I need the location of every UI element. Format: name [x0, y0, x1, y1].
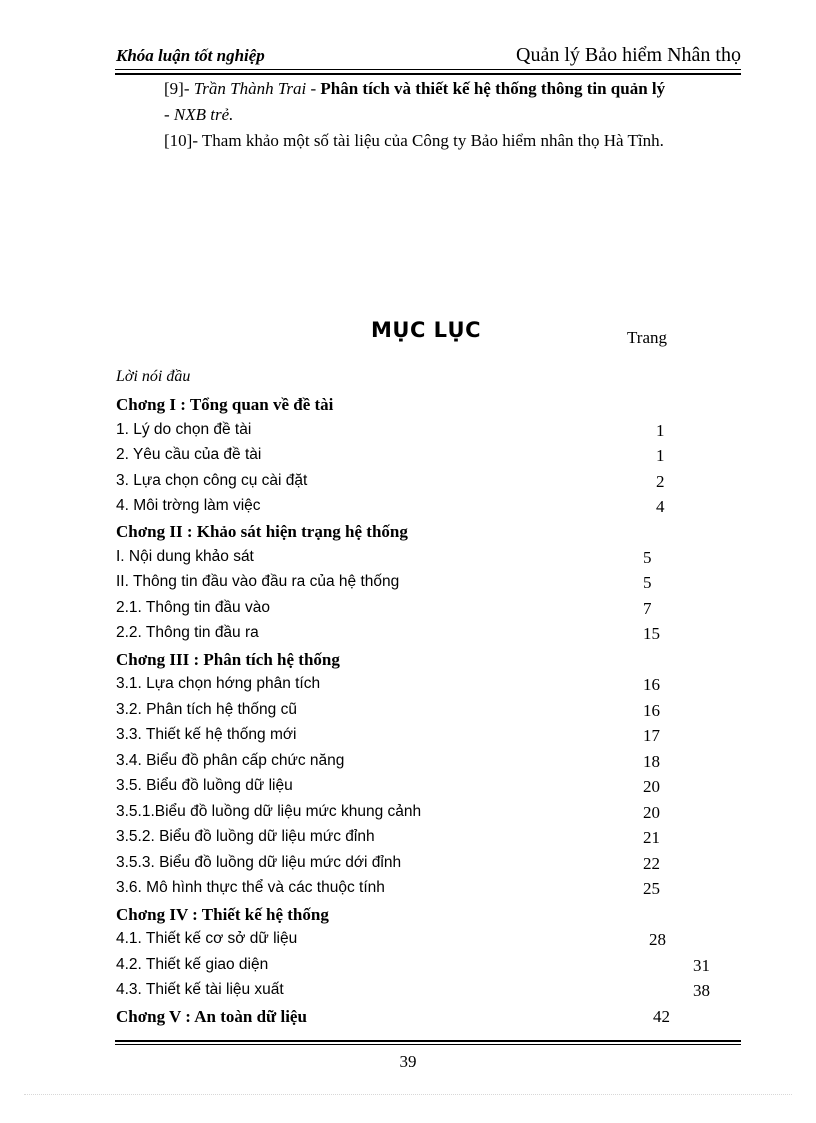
toc-chapter-row: [116, 905, 716, 927]
toc-entry-page: 31: [693, 956, 710, 975]
toc-entry-page: 5: [643, 573, 652, 592]
toc-entry-label: 3. Lựa chọn công cụ cài đặt: [116, 472, 308, 489]
reference-9-continued: [164, 105, 233, 125]
toc-entry-row: [116, 752, 716, 774]
toc-page-column-header: Trang: [627, 328, 667, 347]
toc-entry-page: 20: [643, 777, 660, 796]
toc-entry-label: 2. Yêu cầu của đề tài: [116, 446, 262, 463]
toc-entry-page: 2: [656, 472, 665, 491]
toc-entry-page: 17: [643, 726, 660, 745]
toc-entry-label: 4.3. Thiết kế tài liệu xuất: [116, 981, 284, 998]
page-bottom-dotted-border: [24, 1094, 792, 1095]
toc-entry-label: 1. Lý do chọn đề tài: [116, 421, 252, 438]
toc-entry-row: [116, 828, 716, 850]
toc-entry-row: [116, 472, 716, 494]
toc-entry-row: [116, 573, 716, 595]
toc-entry-row: [116, 726, 716, 748]
toc-entry-label: I. Nội dung khảo sát: [116, 548, 254, 565]
toc-entry-row: [116, 701, 716, 723]
toc-entry-label: 3.5.1.Biểu đồ luồng dữ liệu mức khung cảnh: [116, 803, 422, 820]
toc-entry-row: [116, 777, 716, 799]
toc-entry-row: [116, 981, 716, 1003]
reference-9-number: [9]-: [164, 79, 190, 98]
reference-9-publisher: NXB trẻ.: [173, 105, 234, 124]
toc-entry-label: Chơng II : Khảo sát hiện trạng hệ thống: [116, 522, 408, 541]
toc-entry-row: [116, 368, 716, 390]
toc-entry-row: [116, 879, 716, 901]
toc-entry-page: 1: [656, 446, 665, 465]
toc-entry-page: 25: [643, 879, 660, 898]
toc-entry-label: 3.3. Thiết kế hệ thống mới: [116, 726, 297, 743]
toc-entry-row: [116, 421, 716, 443]
toc-entry-row: [116, 930, 716, 952]
footer-rule-top: [115, 1040, 741, 1042]
toc-entry-row: [116, 548, 716, 570]
toc-entry-page: 22: [643, 854, 660, 873]
toc-entry-label: Chơng I : Tổng quan về đề tài: [116, 395, 334, 414]
toc-entry-label: 3.5.2. Biểu đồ luồng dữ liệu mức đỉnh: [116, 828, 375, 845]
header-rule-top: [115, 69, 741, 70]
reference-9-title: Phân tích và thiết kế hệ thống thông tin quản lý: [320, 79, 666, 98]
toc-chapter-row: [116, 522, 716, 544]
toc-entry-row: [116, 497, 716, 519]
toc-chapter-row: [116, 395, 716, 417]
reference-9-dash: -: [164, 105, 170, 124]
reference-9: [164, 79, 665, 99]
toc-chapter-row: [116, 650, 716, 672]
toc-entry-page: 21: [643, 828, 660, 847]
toc-entry-row: [116, 956, 716, 978]
toc-entry-label: 4.1. Thiết kế cơ sở dữ liệu: [116, 930, 298, 947]
toc-entry-page: 38: [693, 981, 710, 1000]
reference-9-author: Trần Thành Trai: [193, 79, 307, 98]
toc-entry-label: 3.2. Phân tích hệ thống cũ: [116, 701, 297, 718]
toc-entry-label: 2.1. Thông tin đầu vào: [116, 599, 270, 616]
toc-entry-row: [116, 675, 716, 697]
page-number: 39: [399, 1052, 417, 1071]
toc-entry-label: 2.2. Thông tin đầu ra: [116, 624, 259, 641]
toc-entry-page: 7: [643, 599, 652, 618]
toc-entry-page: 4: [656, 497, 665, 516]
toc-entry-row: [116, 624, 716, 646]
toc-entry-page: 5: [643, 548, 652, 567]
header-rule-bottom: [115, 73, 741, 75]
toc-chapter-row: [116, 1007, 716, 1029]
toc-entry-page: 20: [643, 803, 660, 822]
toc-entry-label: 3.6. Mô hình thực thể và các thuộc tính: [116, 879, 385, 896]
toc-entry-label: 4. Môi trờng làm việc: [116, 497, 261, 514]
toc-entry-page: 42: [653, 1007, 670, 1026]
toc-entry-page: 28: [649, 930, 666, 949]
toc-entry-label: Chơng III : Phân tích hệ thống: [116, 650, 340, 669]
toc-entry-label: Chơng V : An toàn dữ liệu: [116, 1007, 307, 1026]
reference-10: [10]- Tham khảo một số tài liệu của Công ty Bảo hiểm nhân thọ Hà Tĩnh.: [164, 131, 664, 150]
toc-entry-label: Chơng IV : Thiết kế hệ thống: [116, 905, 329, 924]
toc-entry-label: 3.5.3. Biểu đồ luồng dữ liệu mức dới đỉnh: [116, 854, 402, 871]
toc-entry-label: 3.1. Lựa chọn hớng phân tích: [116, 675, 321, 692]
toc-entry-label: Lời nói đầu: [116, 368, 191, 385]
toc-entry-label: II. Thông tin đầu vào đầu ra của hệ thống: [116, 573, 400, 590]
running-header-right: Quản lý Bảo hiểm Nhân thọ: [516, 44, 741, 66]
toc-title: MỤC LỤC: [371, 318, 482, 342]
toc-entry-row: [116, 854, 716, 876]
toc-entry-row: [116, 446, 716, 468]
toc-entry-label: 3.4. Biểu đồ phân cấp chức năng: [116, 752, 345, 769]
running-header-left: Khóa luận tốt nghiệp: [116, 46, 265, 65]
toc-entry-label: 4.2. Thiết kế giao diện: [116, 956, 269, 973]
toc-entry-label: 3.5. Biểu đồ luồng dữ liệu: [116, 777, 293, 794]
toc-entry-row: [116, 803, 716, 825]
toc-entry-page: 16: [643, 701, 660, 720]
toc-entry-page: 18: [643, 752, 660, 771]
reference-9-separator: -: [310, 79, 317, 98]
toc-entry-page: 15: [643, 624, 660, 643]
toc-entry-page: 1: [656, 421, 665, 440]
toc-entry-page: 16: [643, 675, 660, 694]
footer-rule-bottom: [115, 1044, 741, 1045]
toc-entry-row: [116, 599, 716, 621]
